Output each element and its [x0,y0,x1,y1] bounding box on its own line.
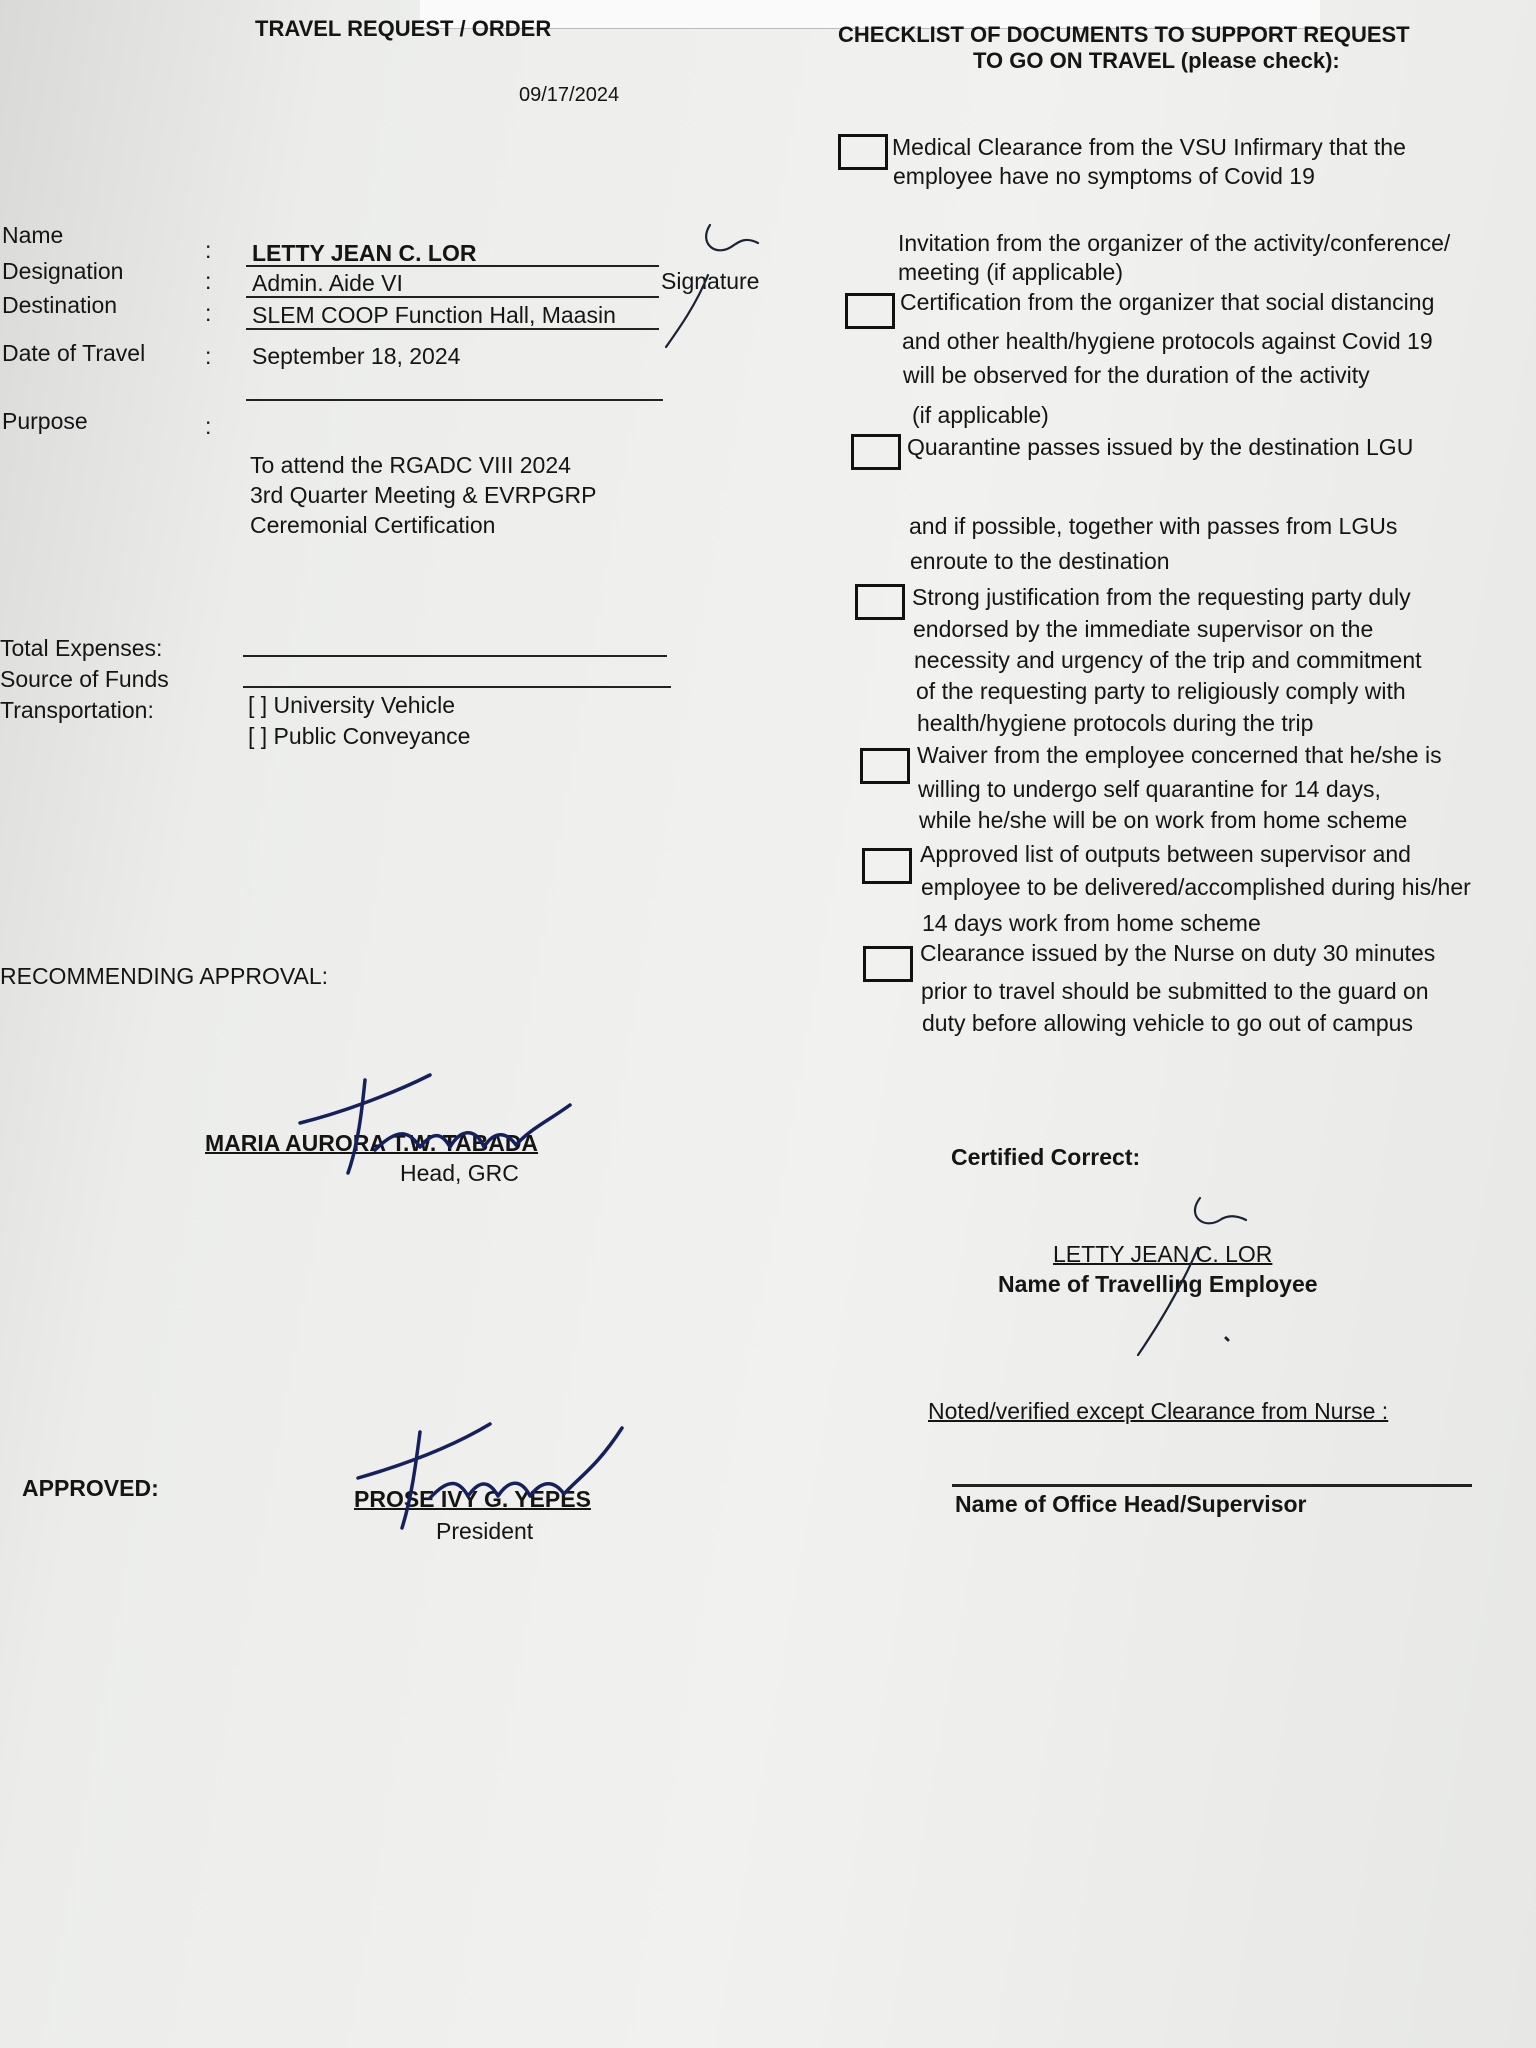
transportation-label: Transportation: [0,697,154,723]
total-expenses-line [243,655,667,657]
checklist-item-text: while he/she will be on work from home scheme [919,807,1408,833]
checklist-item-text: Certification from the organizer that social distancing [900,289,1435,315]
checklist-item-text: duty before allowing vehicle to go out of campus [922,1010,1413,1036]
approver-title: President [436,1518,534,1544]
checklist-item-text: prior to travel should be submitted to the guard on [921,978,1429,1004]
source-of-funds-label: Source of Funds [0,666,169,692]
source-of-funds-line [243,686,671,688]
checklist-item-text: employee to be delivered/accomplished during his/her [921,874,1471,900]
designation-colon: : [205,268,212,294]
checklist-item-text: meeting (if applicable) [898,259,1124,285]
designation-underline [246,296,659,298]
purpose-line: 3rd Quarter Meeting & EVRPGRP [250,482,597,508]
date-of-travel-colon: : [205,343,212,369]
name-label: Name [2,222,64,248]
destination-label: Destination [2,292,118,318]
purpose-line: Ceremonial Certification [250,512,496,538]
checklist-item-text: of the requesting party to religiously comply with [916,678,1406,704]
travelling-employee-name: LETTY JEAN C. LOR [1053,1241,1273,1267]
checklist-item-text: Waiver from the employee concerned that he/she is [917,742,1442,768]
office-head-signature-line [952,1484,1472,1487]
form-title: TRAVEL REQUEST / ORDER [255,16,552,41]
checklist-item-text: (if applicable) [912,402,1049,428]
recommender-name: MARIA AURORA T.W. TABADA [205,1130,539,1156]
recommending-approval-label: RECOMMENDING APPROVAL: [0,963,329,989]
checklist-item-text: will be observed for the duration of the activity [903,362,1370,388]
recommender-signature [280,1055,610,1195]
recommender-title: Head, GRC [400,1160,519,1186]
checklist-checkbox-medical[interactable] [838,134,888,170]
signature-label: Signature [661,268,760,294]
checklist-item-text: Approved list of outputs between supervisor and [920,841,1411,867]
checklist-checkbox-nurse-clearance[interactable] [863,946,913,982]
name-value: LETTY JEAN C. LOR [252,240,477,266]
checklist-item-text: endorsed by the immediate supervisor on the [913,616,1374,642]
checklist-item-text: Strong justification from the requesting party duly [912,584,1411,610]
transport-option-university: [ ] University Vehicle [248,692,456,718]
checklist-title-line1: CHECKLIST OF DOCUMENTS TO SUPPORT REQUEST [838,22,1410,47]
destination-colon: : [205,300,212,326]
checklist-item-text: and other health/hygiene protocols against Covid 19 [902,328,1433,354]
approver-signature [350,1410,640,1540]
checklist-item-text: health/hygiene protocols during the trip [917,710,1314,736]
approved-label: APPROVED: [22,1475,159,1501]
travelling-employee-signature [1120,1190,1260,1360]
form-date: 09/17/2024 [519,84,620,106]
name-colon: : [205,237,212,263]
checklist-checkbox-certification[interactable] [845,293,895,329]
checklist-checkbox-outputs[interactable] [862,848,912,884]
checklist-item-text: 14 days work from home scheme [922,910,1261,936]
purpose-label: Purpose [2,408,88,434]
checklist-item-text: and if possible, together with passes from LGUs [909,513,1398,539]
transport-option-public: [ ] Public Conveyance [248,723,471,749]
total-expenses-label: Total Expenses: [0,635,163,661]
name-underline [246,265,659,267]
destination-underline [246,328,659,330]
purpose-colon: : [205,413,212,439]
checklist-title-line2: TO GO ON TRAVEL (please check): [973,48,1340,73]
applicant-signature [650,215,770,355]
designation-value: Admin. Aide VI [252,270,403,296]
checklist-checkbox-quarantine[interactable] [851,434,901,470]
certified-correct-label: Certified Correct: [951,1144,1141,1170]
checklist-item-text: Clearance issued by the Nurse on duty 30 minutes [920,940,1436,966]
checklist-item-text: Medical Clearance from the VSU Infirmary that the [892,134,1406,160]
checklist-item-text: employee have no symptoms of Covid 19 [893,163,1315,189]
checklist-item-text: enroute to the destination [910,548,1170,574]
checklist-item-text: Quarantine passes issued by the destination LGU [907,434,1414,460]
travelling-employee-caption: Name of Travelling Employee [998,1271,1318,1297]
purpose-line: To attend the RGADC VIII 2024 [250,452,571,478]
approver-name: PROSE IVY G. YEPES [354,1486,591,1512]
date-of-travel-label: Date of Travel [2,340,146,366]
checklist-item-text: necessity and urgency of the trip and commitment [914,647,1422,673]
destination-value: SLEM COOP Function Hall, Maasin [252,302,616,328]
checklist-item-text: willing to undergo self quarantine for 14 days, [918,776,1381,802]
date-underline [246,399,663,401]
office-head-caption: Name of Office Head/Supervisor [955,1491,1307,1517]
checklist-checkbox-waiver[interactable] [860,748,910,784]
checklist-item-text: Invitation from the organizer of the activity/conference/ [898,230,1451,256]
date-of-travel-value: September 18, 2024 [252,343,461,369]
designation-label: Designation [2,258,124,284]
noted-verified-label: Noted/verified except Clearance from Nurse : [928,1398,1389,1424]
checklist-checkbox-justification[interactable] [855,584,905,620]
